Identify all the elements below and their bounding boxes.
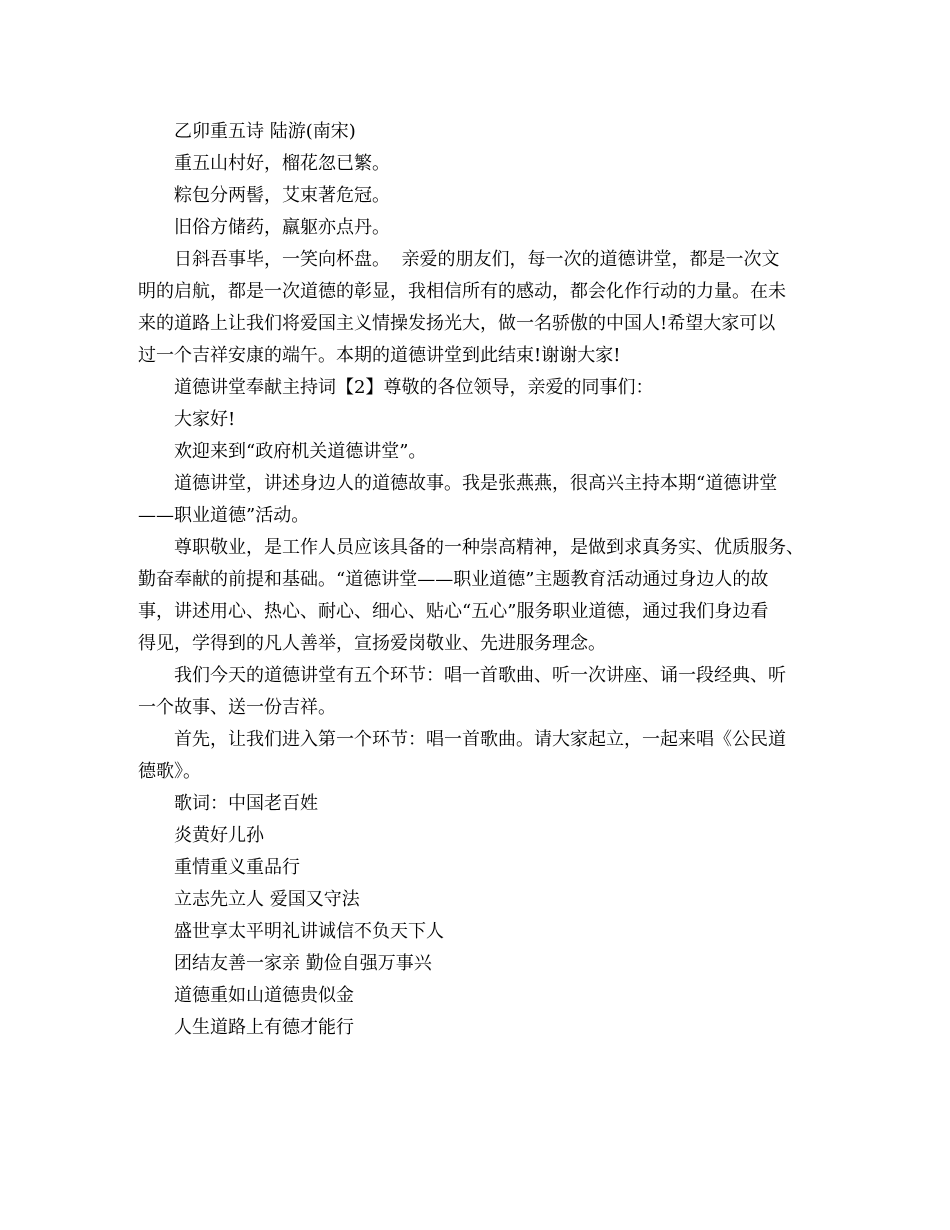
paragraph-row: 日斜吾事毕，一笑向杯盘。 亲爱的朋友们，每一次的道德讲堂，都是一次文	[174, 249, 780, 270]
welcome-line: 欢迎来到“政府机关道德讲堂”。	[174, 441, 427, 462]
lyrics-line: 道德重如山道德贵似金	[174, 985, 354, 1006]
lyrics-line: 炎黄好儿孙	[174, 825, 264, 846]
paragraph-row: 我们今天的道德讲堂有五个环节：唱一首歌曲、听一次讲座、诵一段经典、听	[174, 665, 786, 686]
paragraph-row: 道德讲堂，讲述身边人的道德故事。我是张燕燕，很高兴主持本期“道德讲堂	[174, 473, 778, 494]
lyrics-line: 盛世享太平明礼讲诚信不负天下人	[174, 921, 444, 942]
paragraph-row: 过一个吉祥安康的端午。本期的道德讲堂到此结束!谢谢大家!	[138, 345, 621, 366]
dedication-paragraph	[138, 532, 838, 660]
poem-line: 粽包分两髻，艾束著危冠。	[174, 185, 390, 206]
lyrics-line: 重情重义重品行	[174, 857, 300, 878]
lyrics-line: 人生道路上有德才能行	[174, 1017, 354, 1038]
paragraph-row: 事，讲述用心、热心、耐心、细心、贴心“五心”服务职业道德，通过我们身边看	[138, 601, 769, 622]
paragraph-row: 首先，让我们进入第一个环节：唱一首歌曲。请大家起立，一起来唱《公民道	[174, 729, 786, 750]
document-body	[138, 116, 838, 1044]
paragraph-row: 得见，学得到的凡人善举，宣扬爱岗敬业、先进服务理念。	[138, 633, 606, 654]
poem-line: 重五山村好，榴花忽已繁。	[174, 153, 390, 174]
poem-line: 旧俗方储药，羸躯亦点丹。	[174, 217, 390, 238]
greeting-line: 大家好!	[174, 409, 236, 430]
paragraph-row: ——职业道德”活动。	[138, 505, 310, 526]
agenda-paragraph	[138, 660, 838, 724]
closing-paragraph	[138, 244, 838, 372]
paragraph-row: 尊职敬业，是工作人员应该具备的一种崇高精神，是做到求真务实、优质服务、	[174, 537, 804, 558]
paragraph-row: 德歌》。	[138, 761, 201, 782]
paragraph-row: 明的启航，都是一次道德的彰显，我相信所有的感动，都会化作行动的力量。在未	[138, 281, 786, 302]
poem-title-line: 乙卯重五诗 陆游(南宋)	[174, 121, 356, 142]
first-segment-paragraph	[138, 724, 838, 788]
paragraph-row: 一个故事、送一份吉祥。	[138, 697, 336, 718]
lyrics-line: 歌词：中国老百姓	[174, 793, 318, 814]
intro-paragraph	[138, 468, 838, 532]
lyrics-line: 团结友善一家亲 勤俭自强万事兴	[174, 953, 432, 974]
section-heading-line: 道德讲堂奉献主持词【2】尊敬的各位领导，亲爱的同事们：	[174, 377, 654, 398]
paragraph-row: 勤奋奉献的前提和基础。“道德讲堂——职业道德”主题教育活动通过身边人的故	[138, 569, 769, 590]
lyrics-line: 立志先立人 爱国又守法	[174, 889, 360, 910]
paragraph-row: 来的道路上让我们将爱国主义情操发扬光大，做一名骄傲的中国人!希望大家可以	[138, 313, 776, 334]
